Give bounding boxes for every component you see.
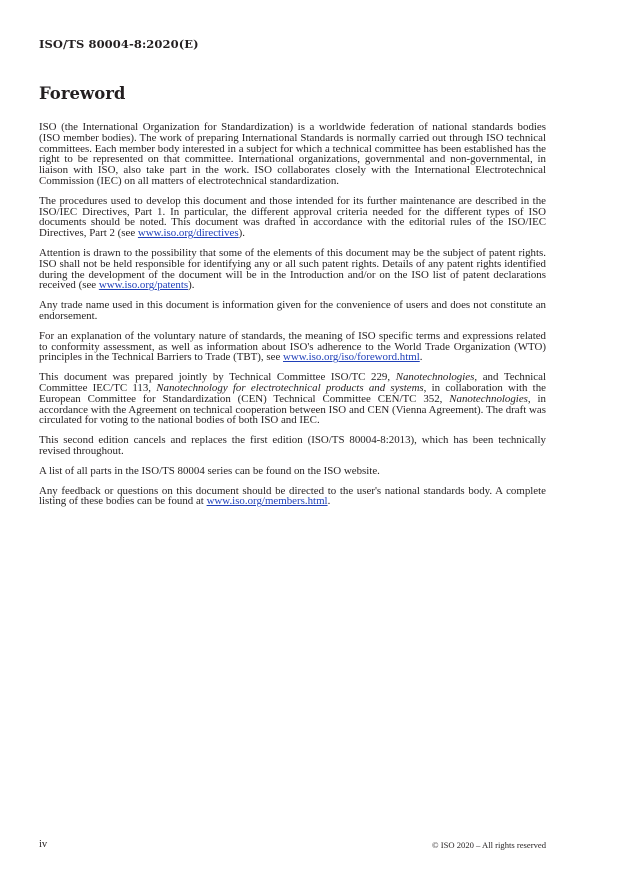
paragraph-voluntary-end: . [419,351,423,364]
paragraph-feedback-end: . [327,495,331,508]
committee-name-cen: Nanotechnologies [449,392,528,405]
prepared-by-text-d: , in accordance with the Agreement on technical cooperation between ISO and CEN (Vienna Agreement). The draft was circulated for voting to the national bodies of both ISO and IEC. [39,392,546,427]
link-members[interactable]: www.iso.org/members.html [206,495,328,508]
paragraph-procedures-end: ). [238,227,245,240]
paragraph-trade-name: Any trade name used in this document is information given for the convenience of users and does not constitute an endorsement. [39,299,546,322]
paragraph-patents-end: ). [188,279,195,292]
paragraph-feedback [39,486,546,508]
committee-name-iso: Nanotechnologies [395,371,475,384]
paragraph-series-list: A list of all parts in the ISO/TS 80004 series can be found on the ISO website. [39,464,380,477]
page-title: Foreword [39,84,126,103]
foreword-body [39,122,546,516]
copyright-notice: © ISO 2020 – All rights reserved [432,840,546,850]
prepared-by-text-c: , in collaboration with the European Committee for Standardization (CEN) Technical Committee CEN/TC 352, [39,381,546,405]
paragraph-procedures [39,196,546,239]
paragraph-patents [39,248,546,291]
paragraph-patents-text: Attention is drawn to the possibility that some of the elements of this document may be the subject of patent rights. ISO shall not be held responsible for identifying any or all such patent rights. Details of any patent rights identified during the development of the document will be in the Introduction and/or on the ISO list of patent declarations received (see [39,246,546,292]
link-foreword[interactable]: www.iso.org/iso/foreword.html [283,351,420,364]
paragraph-voluntary-text: For an explanation of the voluntary nature of standards, the meaning of ISO specific terms and expressions related to conformity assessment, as well as information about ISO's adherence to the World Trade Organization (WTO) principles in the Technical Barriers to Trade (TBT), see [39,329,546,364]
link-directives[interactable]: www.iso.org/directives [137,227,239,240]
link-patents[interactable]: www.iso.org/patents [98,279,189,292]
paragraph-procedures-text: The procedures used to develop this document and those intended for its further maintenance are described in the ISO/IEC Directives, Part 1. In particular, the different approval criteria needed for the different types of ISO documents should be noted. This document was drafted in accordance with the editorial rules of the ISO/IEC Directives, Part 2 (see [39,194,546,240]
paragraph-iso-intro: ISO (the International Organization for Standardization) is a worldwide federation of national standards bodies (ISO member bodies). The work of preparing International Standards is normally carried out through ISO technical committees. Each member body interested in a subject for which a technical committee has been established has the right to be represented on that committee. International organizations, governmental and non-governmental, in liaison with ISO, also take part in the work. ISO collaborates closely with the International Electrotechnical Commission (IEC) on all matters of electrotechnical standardization. [39,121,546,187]
paragraph-edition: This second edition cancels and replaces the first edition (ISO/TS 80004-8:2013), which has been technically revised throughout. [39,434,546,457]
paragraph-prepared-by [39,372,546,426]
paragraph-feedback-text: Any feedback or questions on this document should be directed to the user's national standards body. A complete listing of these bodies can be found at [39,484,546,508]
paragraph-voluntary-nature [39,331,546,363]
prepared-by-text-a: This document was prepared jointly by Technical Committee ISO/TC 229, [39,371,396,384]
prepared-by-text-b: , and Technical Committee IEC/TC 113, [39,371,546,394]
page-number: iv [39,839,48,850]
document-id-header: ISO/TS 80004-8:2020(E) [39,37,199,51]
committee-name-iec: Nanotechnology for electrotechnical products and systems [156,381,424,394]
